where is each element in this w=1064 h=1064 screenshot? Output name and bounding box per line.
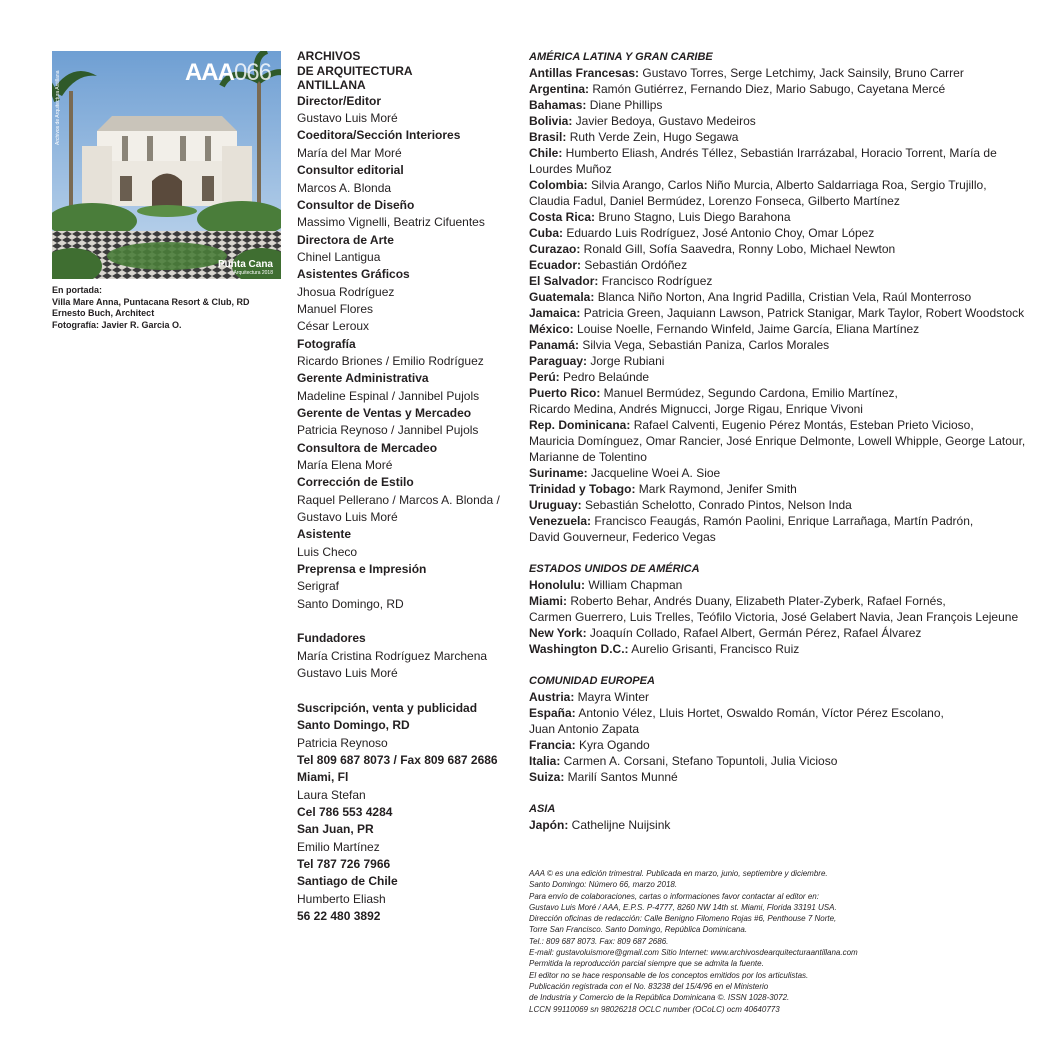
correspondent-names: Louise Noelle, Fernando Winfeld, Jaime García, Eliana Martínez bbox=[573, 322, 920, 336]
publication-fine-print bbox=[529, 868, 1049, 1015]
correspondent-names: Roberto Behar, Andrés Duany, Elizabeth Plater-Zyberk, Rafael Fornés, bbox=[567, 594, 946, 608]
staff-role: Consultor editorial bbox=[297, 163, 404, 178]
correspondent-names: Marilí Santos Munné bbox=[564, 770, 678, 784]
staff-list bbox=[297, 93, 522, 613]
correspondent-names: Francisco Feaugás, Ramón Paolini, Enrique Larrañaga, Martín Padrón, bbox=[591, 514, 974, 528]
correspondent-line bbox=[529, 273, 1029, 289]
correspondent-names: Aurelio Grisanti, Francisco Ruiz bbox=[628, 642, 800, 656]
correspondent-line bbox=[529, 721, 1029, 737]
correspondent-line bbox=[529, 449, 1029, 465]
correspondent-line bbox=[529, 593, 1029, 609]
correspondent-line bbox=[529, 193, 1029, 209]
contact-phone: Tel 787 726 7966 bbox=[297, 856, 391, 871]
staff-role: Asistentes Gráficos bbox=[297, 267, 410, 282]
correspondent-names: Mauricia Domínguez, Omar Rancier, José Enrique Delmonte, Lowell Whipple, George Latour, bbox=[529, 434, 1026, 448]
correspondent-names: Humberto Eliash, Andrés Téllez, Sebastián Irarrázabal, Horacio Torrent, María de bbox=[562, 146, 997, 160]
country-label: Curazao: bbox=[529, 242, 581, 256]
correspondent-line bbox=[529, 177, 1029, 193]
country-label: Cuba: bbox=[529, 226, 563, 240]
correspondent-names: Ramón Gutiérrez, Fernando Diez, Mario Sabugo, Cayetana Mercé bbox=[589, 82, 946, 96]
correspondent-line bbox=[529, 305, 1029, 321]
country-label: New York: bbox=[529, 626, 587, 640]
subscription-heading: Suscripción, venta y publicidad bbox=[297, 700, 478, 715]
correspondent-line bbox=[529, 337, 1029, 353]
country-label: Chile: bbox=[529, 146, 563, 160]
contact-city: San Juan, PR bbox=[297, 822, 374, 837]
country-label: Suiza: bbox=[529, 770, 565, 784]
fine-print-line: Tel.: 809 687 8073. Fax: 809 687 2686. bbox=[529, 936, 669, 946]
correspondent-names: Antonio Vélez, Lluis Hortet, Oswaldo Román, Víctor Pérez Escolano, bbox=[575, 706, 944, 720]
caption-line: En portada: bbox=[52, 285, 103, 295]
staff-name: César Leroux bbox=[297, 319, 370, 334]
correspondent-names: Mayra Winter bbox=[574, 690, 650, 704]
country-label: Francia: bbox=[529, 738, 576, 752]
staff-name: Santo Domingo, RD bbox=[297, 596, 404, 611]
fine-print-line: E-mail: gustavoluismore@gmail.com Sitio Internet: www.archivosdearquitecturaantillana.com bbox=[529, 948, 858, 958]
country-label: Japón: bbox=[529, 818, 569, 832]
region-heading: ASIA bbox=[529, 803, 556, 815]
country-label: Paraguay: bbox=[529, 354, 588, 368]
staff-name: Gustavo Luis Moré bbox=[297, 510, 398, 525]
correspondent-names: Diane Phillips bbox=[586, 98, 663, 112]
correspondent-names: Rafael Calventi, Eugenio Pérez Montás, Esteban Prieto Vicioso, bbox=[630, 418, 974, 432]
country-label: Washington D.C.: bbox=[529, 642, 629, 656]
staff-name: Madeline Espinal / Jannibel Pujols bbox=[297, 388, 480, 403]
correspondent-names: Marianne de Tolentino bbox=[529, 450, 647, 464]
fine-print-line: Para envío de colaboraciones, cartas o informaciones favor contactar al editor en: bbox=[529, 891, 819, 901]
correspondent-line bbox=[529, 65, 1029, 81]
country-label: Uruguay: bbox=[529, 498, 582, 512]
cover-place-sublabel: Arquitectura 2018 bbox=[233, 270, 273, 276]
fine-print-line: Gustavo Luis Moré / AAA, E.P.S. P-4777, 8260 NW 14th st. Miami, Florida 33191 USA. bbox=[529, 902, 837, 912]
correspondent-names: Javier Bedoya, Gustavo Medeiros bbox=[572, 114, 756, 128]
correspondent-names: Kyra Ogando bbox=[575, 738, 650, 752]
cover-place-label: Punta Cana bbox=[217, 259, 273, 270]
country-label: Austria: bbox=[529, 690, 575, 704]
correspondent-line bbox=[529, 625, 1029, 641]
country-label: Rep. Dominicana: bbox=[529, 418, 631, 432]
staff-role: Director/Editor bbox=[297, 93, 382, 108]
correspondent-line bbox=[529, 161, 1029, 177]
correspondent-line bbox=[529, 433, 1029, 449]
founder-name: Gustavo Luis Moré bbox=[297, 666, 398, 681]
founder-name: María Cristina Rodríguez Marchena bbox=[297, 648, 488, 663]
fine-print-line: LCCN 99110069 sn 98026218 OCLC number (OCoLC) ocm 40640773 bbox=[529, 1004, 780, 1014]
cover-logo: AAA066 bbox=[184, 59, 271, 86]
correspondent-line bbox=[529, 497, 1029, 513]
correspondent-line bbox=[529, 129, 1029, 145]
country-label: Puerto Rico: bbox=[529, 386, 601, 400]
staff-name: Ricardo Briones / Emilio Rodríguez bbox=[297, 353, 484, 368]
correspondent-names: Ronald Gill, Sofía Saavedra, Ronny Lobo, Michael Newton bbox=[580, 242, 896, 256]
region-heading: AMÉRICA LATINA Y GRAN CARIBE bbox=[529, 51, 713, 63]
staff-name: María Elena Moré bbox=[297, 458, 393, 472]
correspondent-names: Joaquín Collado, Rafael Albert, Germán Pérez, Rafael Álvarez bbox=[586, 626, 922, 640]
country-label: Bolivia: bbox=[529, 114, 573, 128]
masthead-title bbox=[297, 49, 522, 93]
country-label: Costa Rica: bbox=[529, 210, 596, 224]
fine-print-line: Permitida la reproducción parcial siempre que se admita la fuente. bbox=[529, 959, 764, 969]
contact-person: Laura Stefan bbox=[297, 787, 366, 802]
staff-name: Marcos A. Blonda bbox=[297, 180, 392, 195]
staff-name: Massimo Vignelli, Beatriz Cifuentes bbox=[297, 215, 485, 230]
correspondent-names: Jacqueline Woei A. Sioe bbox=[587, 466, 721, 480]
staff-name: Jhosua Rodríguez bbox=[297, 284, 395, 299]
contact-city: Miami, Fl bbox=[297, 770, 349, 785]
correspondent-names: David Gouverneur, Federico Vegas bbox=[529, 530, 716, 544]
contact-person: Patricia Reynoso bbox=[297, 735, 388, 750]
country-label: Antillas Francesas: bbox=[529, 66, 640, 80]
correspondent-names: Claudia Fadul, Daniel Bermúdez, Lorenzo Fonseca, Gilberto Martínez bbox=[529, 194, 900, 208]
contact-phone: Cel 786 553 4284 bbox=[297, 804, 393, 819]
fine-print-line: Dirección oficinas de redacción: Calle Benigno Filomeno Rojas #6, Penthouse 7 Norte, bbox=[529, 914, 837, 924]
country-label: Trinidad y Tobago: bbox=[529, 482, 636, 496]
contact-person: Humberto Eliash bbox=[297, 891, 386, 906]
contact-phone: 56 22 480 3892 bbox=[297, 908, 381, 923]
correspondent-names: Gustavo Torres, Serge Letchimy, Jack Sainsily, Bruno Carrer bbox=[639, 66, 964, 80]
correspondent-line bbox=[529, 401, 1029, 417]
correspondent-line bbox=[529, 641, 1029, 657]
masthead-column bbox=[297, 51, 522, 925]
fine-print-line: Publicación registrada con el No. 83238 del 15/4/96 en el Ministerio bbox=[529, 981, 769, 991]
staff-name: Gustavo Luis Moré bbox=[297, 111, 398, 126]
caption-line: Ernesto Buch, Architect bbox=[52, 308, 155, 318]
correspondent-names: Eduardo Luis Rodríguez, José Antonio Choy, Omar López bbox=[563, 226, 875, 240]
staff-name: Luis Checo bbox=[297, 544, 358, 559]
staff-name: Serigraf bbox=[297, 579, 340, 594]
correspondent-line bbox=[529, 81, 1029, 97]
correspondent-names: Lourdes Muñoz bbox=[529, 162, 612, 176]
correspondent-names: Ricardo Medina, Andrés Mignucci, Jorge Rigau, Enrique Vivoni bbox=[529, 402, 863, 416]
correspondent-names: Francisco Rodríguez bbox=[598, 274, 713, 288]
staff-name: Patricia Reynoso / Jannibel Pujols bbox=[297, 423, 479, 438]
correspondent-line bbox=[529, 481, 1029, 497]
country-label: Ecuador: bbox=[529, 258, 582, 272]
correspondent-line bbox=[529, 369, 1029, 385]
correspondent-names: Carmen Guerrero, Luis Trelles, Teófilo Victoria, José Gelabert Navia, Jean François Lejeune bbox=[529, 610, 1019, 624]
correspondent-line bbox=[529, 513, 1029, 529]
correspondent-names: Silvia Arango, Carlos Niño Murcia, Alberto Saldarriaga Roa, Sergio Trujillo, bbox=[587, 178, 987, 192]
correspondent-line bbox=[529, 417, 1029, 433]
contact-person: Emilio Martínez bbox=[297, 839, 380, 854]
staff-role: Asistente bbox=[297, 527, 352, 542]
country-label: España: bbox=[529, 706, 576, 720]
fine-print-line: Torre San Francisco. Santo Domingo, República Dominicana. bbox=[529, 925, 748, 935]
correspondent-line bbox=[529, 577, 1029, 593]
correspondent-names: Blanca Niño Norton, Ana Ingrid Padilla, Cristian Vela, Raúl Monterroso bbox=[594, 290, 972, 304]
correspondent-line bbox=[529, 689, 1029, 705]
correspondent-line bbox=[529, 225, 1029, 241]
contact-city: Santiago de Chile bbox=[297, 874, 398, 889]
masthead-title-line: ANTILLANA bbox=[297, 78, 366, 93]
cover-image bbox=[52, 51, 281, 279]
cover-caption bbox=[52, 285, 292, 331]
correspondent-names: Jorge Rubiani bbox=[587, 354, 665, 368]
correspondent-line bbox=[529, 257, 1029, 273]
country-label: Honolulu: bbox=[529, 578, 585, 592]
correspondent-names: Cathelijne Nuijsink bbox=[568, 818, 671, 832]
correspondent-names: Pedro Belaúnde bbox=[559, 370, 650, 384]
correspondent-names: William Chapman bbox=[584, 578, 683, 592]
country-label: Argentina: bbox=[529, 82, 589, 96]
staff-name: Raquel Pellerano / Marcos A. Blonda / bbox=[297, 492, 500, 507]
correspondent-line bbox=[529, 209, 1029, 225]
correspondent-names: Carmen A. Corsani, Stefano Topuntoli, Julia Vicioso bbox=[560, 754, 838, 768]
region-heading: COMUNIDAD EUROPEA bbox=[529, 675, 655, 687]
country-label: Miami: bbox=[529, 594, 568, 608]
country-label: El Salvador: bbox=[529, 274, 599, 288]
staff-role: Corrección de Estilo bbox=[297, 475, 414, 490]
staff-role: Gerente de Ventas y Mercadeo bbox=[297, 405, 472, 420]
staff-role: Coeditora/Sección Interiores bbox=[297, 128, 461, 143]
staff-role: Preprensa e Impresión bbox=[297, 562, 427, 577]
country-label: Panamá: bbox=[529, 338, 580, 352]
correspondent-line bbox=[529, 817, 1029, 833]
correspondent-line bbox=[529, 321, 1029, 337]
country-label: Brasil: bbox=[529, 130, 567, 144]
correspondent-names: Sebastián Ordóñez bbox=[581, 258, 688, 272]
fine-print-line: Santo Domingo: Número 66, marzo 2018. bbox=[529, 880, 678, 890]
correspondent-line bbox=[529, 737, 1029, 753]
correspondent-line bbox=[529, 97, 1029, 113]
country-label: Perú: bbox=[529, 370, 560, 384]
staff-role: Consultor de Diseño bbox=[297, 197, 415, 212]
staff-role: Directora de Arte bbox=[297, 232, 394, 247]
country-label: Suriname: bbox=[529, 466, 588, 480]
correspondent-line bbox=[529, 241, 1029, 257]
caption-line: Villa Mare Anna, Puntacana Resort & Club, RD bbox=[52, 296, 250, 307]
country-label: Italia: bbox=[529, 754, 561, 768]
staff-name: Chinel Lantigua bbox=[297, 249, 381, 264]
country-label: Guatemala: bbox=[529, 290, 595, 304]
correspondents-column bbox=[529, 49, 1029, 833]
founders-heading: Fundadores bbox=[297, 631, 366, 646]
correspondent-line bbox=[529, 385, 1029, 401]
staff-role: Consultora de Mercadeo bbox=[297, 440, 438, 455]
country-label: México: bbox=[529, 322, 574, 336]
country-label: Colombia: bbox=[529, 178, 588, 192]
correspondent-line bbox=[529, 529, 1029, 545]
staff-role: Gerente Administrativa bbox=[297, 371, 429, 386]
country-label: Jamaica: bbox=[529, 306, 581, 320]
contact-phone: Tel 809 687 8073 / Fax 809 687 2686 bbox=[297, 752, 498, 767]
fine-print-line: de Industria y Comercio de la República Dominicana ©. ISSN 1028-3072. bbox=[529, 993, 790, 1003]
correspondent-line bbox=[529, 753, 1029, 769]
correspondent-line bbox=[529, 609, 1029, 625]
correspondent-line bbox=[529, 289, 1029, 305]
cover-side-text: Archivos de Arquitectura Antillana bbox=[55, 70, 61, 145]
fine-print-line: El editor no se hace responsable de los conceptos emitidos por los articulistas. bbox=[529, 970, 809, 980]
correspondent-names: Juan Antonio Zapata bbox=[529, 722, 640, 736]
correspondent-names: Bruno Stagno, Luis Diego Barahona bbox=[595, 210, 791, 224]
correspondent-names: Manuel Bermúdez, Segundo Cardona, Emilio Martínez, bbox=[600, 386, 898, 400]
country-label: Venezuela: bbox=[529, 514, 592, 528]
correspondent-line bbox=[529, 113, 1029, 129]
correspondent-names: Ruth Verde Zein, Hugo Segawa bbox=[566, 130, 739, 144]
staff-role: Fotografía bbox=[297, 336, 356, 351]
correspondent-line bbox=[529, 465, 1029, 481]
region-heading: ESTADOS UNIDOS DE AMÉRICA bbox=[529, 563, 700, 575]
correspondent-names: Sebastián Schelotto, Conrado Pintos, Nelson Inda bbox=[581, 498, 852, 512]
correspondent-names: Patricia Green, Jaquiann Lawson, Patrick Stanigar, Mark Taylor, Robert Woodstock bbox=[580, 306, 1025, 320]
correspondent-line bbox=[529, 769, 1029, 785]
country-label: Bahamas: bbox=[529, 98, 587, 112]
masthead-title-line: ARCHIVOS bbox=[297, 49, 361, 63]
correspondent-names: Silvia Vega, Sebastián Paniza, Carlos Morales bbox=[579, 338, 830, 352]
correspondent-names: Mark Raymond, Jenifer Smith bbox=[635, 482, 797, 496]
correspondent-line bbox=[529, 705, 1029, 721]
masthead-title-line: DE ARQUITECTURA bbox=[297, 63, 413, 78]
caption-line: Fotografía: Javier R. Garcia O. bbox=[52, 319, 182, 330]
fine-print-line: AAA © es una edición trimestral. Publicada en marzo, junio, septiembre y diciembre. bbox=[529, 869, 828, 878]
staff-name: María del Mar Moré bbox=[297, 145, 402, 160]
contact-city: Santo Domingo, RD bbox=[297, 718, 410, 733]
correspondent-line bbox=[529, 145, 1029, 161]
staff-name: Manuel Flores bbox=[297, 301, 374, 316]
contact-list bbox=[297, 717, 522, 925]
correspondent-line bbox=[529, 353, 1029, 369]
